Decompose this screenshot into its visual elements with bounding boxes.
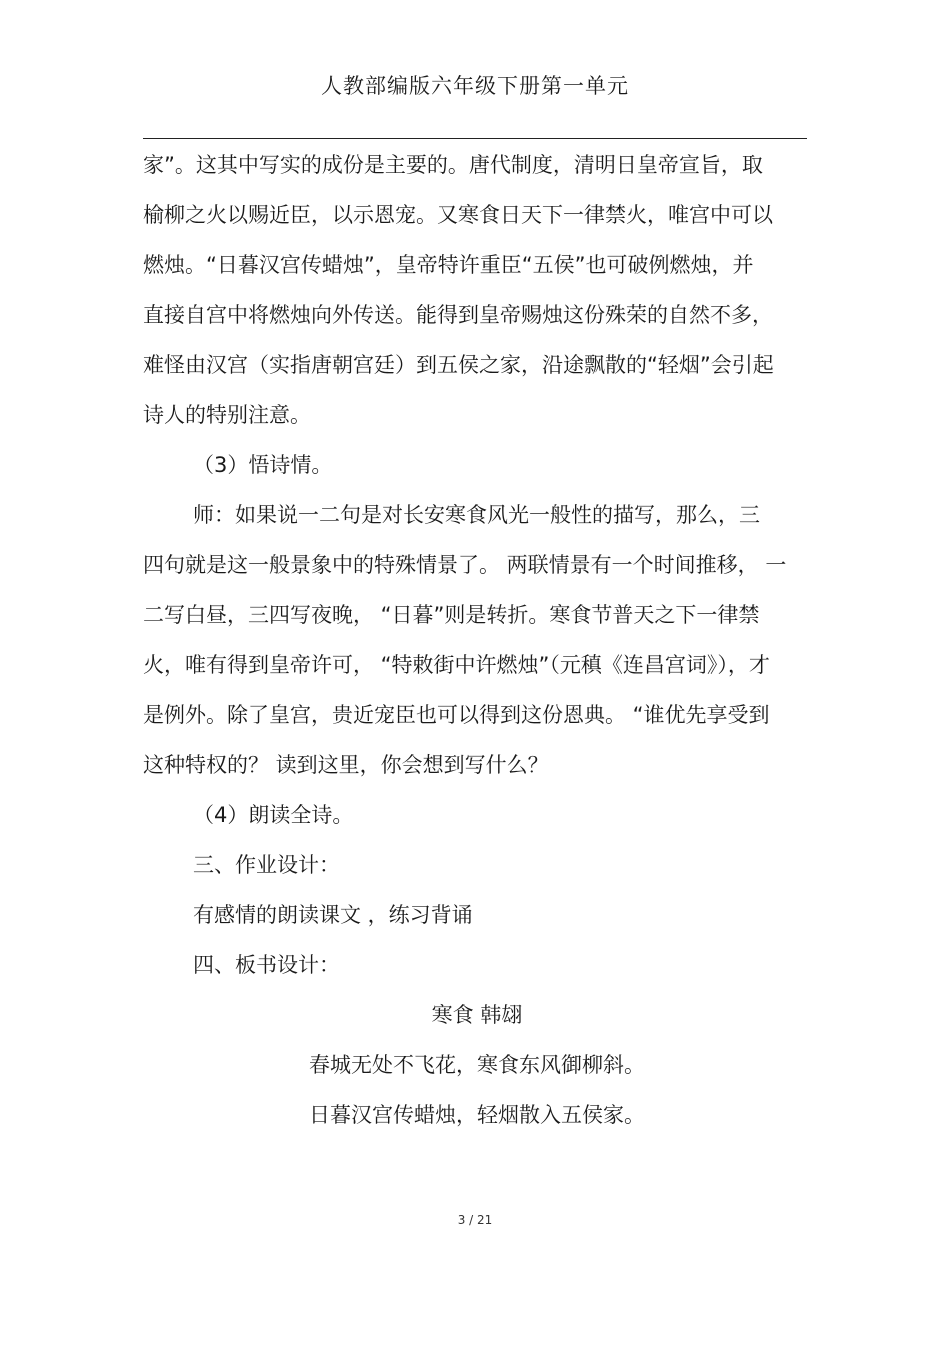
paragraph-line: 二写白昼，三四写夜晚， “日暮”则是转折。寒食节普天之下一律禁	[143, 603, 760, 627]
poem-line: 日暮汉宫传蜡烛，轻烟散入五侯家。	[309, 1103, 645, 1127]
poem-title: 寒食 韩翃	[431, 1003, 523, 1027]
page-header-title: 人教部编版六年级下册第一单元	[321, 74, 629, 98]
section-heading: 四、板书设计：	[193, 953, 340, 977]
paragraph-line: 难怪由汉宫（实指唐朝宫廷）到五侯之家，沿途飘散的“轻烟”会引起	[143, 353, 774, 377]
paragraph-line: 诗人的特别注意。	[143, 403, 311, 427]
section-heading: 三、作业设计：	[193, 853, 340, 877]
paragraph-line: 四句就是这一般景象中的特殊情景了。 两联情景有一个时间推移， 一	[143, 553, 787, 577]
paragraph-line: 师：如果说一二句是对长安寒食风光一般性的描写，那么，三	[193, 503, 760, 527]
paragraph-line: 榆柳之火以赐近臣，以示恩宠。又寒食日天下一律禁火，唯宫中可以	[143, 203, 773, 227]
paragraph-line: 燃烛。“日暮汉宫传蜡烛”，皇帝特许重臣“五侯”也可破例燃烛，并	[143, 253, 754, 277]
paragraph-line: 家”。这其中写实的成份是主要的。唐代制度，清明日皇帝宣旨，取	[143, 153, 763, 177]
section-heading: （3）悟诗情。	[193, 453, 333, 477]
paragraph-line: 这种特权的？ 读到这里，你会想到写什么？	[143, 753, 549, 777]
poem-line: 春城无处不飞花，寒食东风御柳斜。	[309, 1053, 645, 1077]
section-heading: （4）朗读全诗。	[193, 803, 354, 827]
document-body	[143, 140, 811, 1140]
paragraph-line: 直接自宫中将燃烛向外传送。能得到皇帝赐烛这份殊荣的自然不多，	[143, 303, 773, 327]
paragraph-line: 是例外。除了皇宫，贵近宠臣也可以得到这份恩典。 “谁优先享受到	[143, 703, 770, 727]
header-divider	[143, 138, 807, 139]
paragraph-line: 有感情的朗读课文 ，练习背诵	[193, 903, 473, 927]
paragraph-line: 火，唯有得到皇帝许可， “特敕街中许燃烛”（元稹《连昌宫词》），才	[143, 653, 770, 677]
page-number: 3 / 21	[457, 1213, 493, 1227]
